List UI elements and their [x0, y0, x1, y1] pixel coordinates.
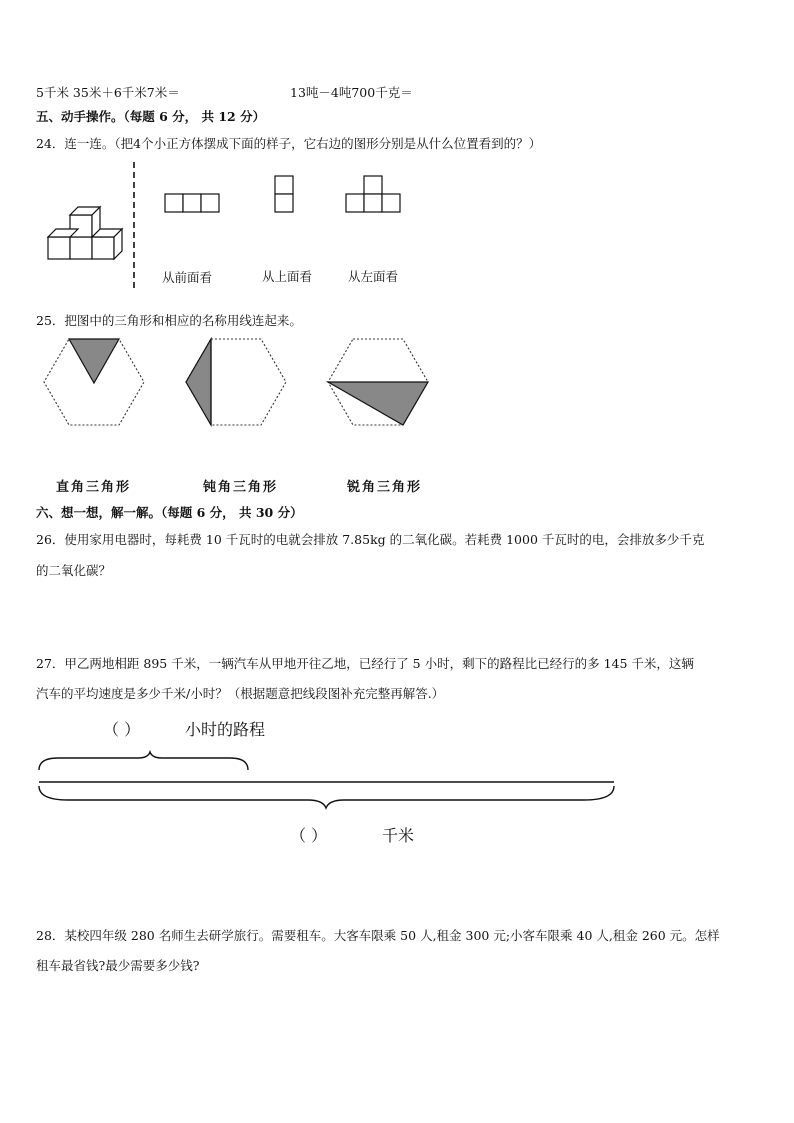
question-28-line-2: 租车最省钱?最少需要多少钱?: [36, 958, 200, 973]
cube-stack-figure: [44, 212, 134, 272]
question-27-line-2: 汽车的平均速度是多少千米/小时？（根据题意把线段图补充完整再解答.）: [36, 686, 445, 701]
diagram-hours-paren: （ ）: [103, 720, 141, 739]
view-figure-column-of-two: [274, 175, 294, 213]
segment-diagram: [38, 750, 618, 810]
question-25: 25．把图中的三角形和相应的名称用线连起来。: [36, 313, 302, 328]
dashed-divider: [132, 162, 136, 292]
hexagon-figure-3: [326, 337, 430, 427]
question-26-line-2: 的二氧化碳？: [36, 563, 112, 578]
diagram-hours-label: 小时的路程: [185, 720, 266, 739]
question-28-line-1: 28．某校四年级 280 名师生去研学旅行。需要租车。大客车限乘 50 人,租金 300 元;小客车限乘 40 人,租金 260 元。怎样: [36, 928, 720, 943]
hexagon-figure-2: [184, 337, 288, 427]
question-27-line-1: 27．甲乙两地相距 895 千米，一辆汽车从甲地开往乙地，已经行了 5 小时，剩下的路程比已经行的多 145 千米，这辆: [36, 656, 694, 671]
view-figure-t-shape: [345, 175, 401, 213]
question-24: 24．连一连。（把4个小正方体摆成下面的样子，它右边的图形分别是从什么位置看到的？）: [36, 136, 542, 151]
diagram-km-paren: （ ）: [290, 826, 328, 845]
calc-line-1: 5千米 35米＋6千米7米＝: [36, 85, 180, 100]
label-front-view: 从前面看: [162, 270, 213, 285]
label-right-triangle: 直角三角形: [56, 480, 132, 495]
hexagon-figure-1: [42, 337, 146, 427]
calc-line-2: 13吨－4吨700千克＝: [290, 85, 413, 100]
label-left-view: 从左面看: [348, 269, 399, 284]
question-26-line-1: 26．使用家用电器时，每耗费 10 千瓦时的电就会排放 7.85kg 的二氧化碳。若耗费 1000 千瓦时的电，会排放多少千克: [36, 532, 705, 547]
label-acute-triangle: 锐角三角形: [347, 480, 423, 495]
view-figure-row-of-three: [164, 193, 220, 213]
label-top-view: 从上面看: [262, 269, 313, 284]
section-5-heading: 五、动手操作。（每题 6 分， 共 12 分）: [36, 109, 266, 124]
diagram-km-label: 千米: [382, 826, 415, 845]
label-obtuse-triangle: 钝角三角形: [203, 480, 279, 495]
section-6-heading: 六、想一想，解一解。（每题 6 分， 共 30 分）: [36, 505, 303, 520]
